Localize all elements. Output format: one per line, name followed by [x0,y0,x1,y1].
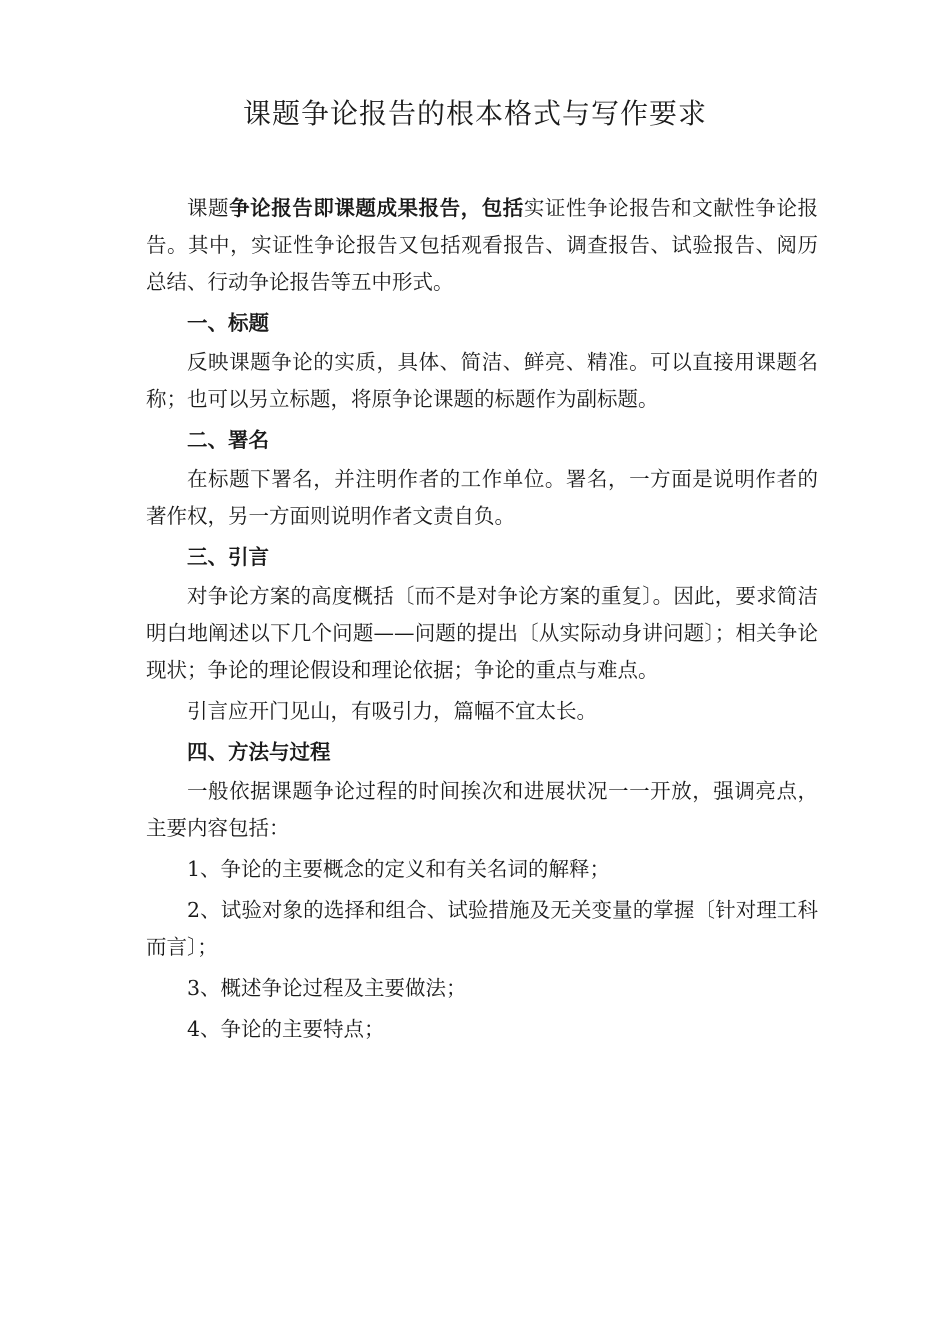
method-list-item-1: 1、争论的主要概念的定义和有关名词的解释； [187,857,611,881]
section-heading-method: 四、方法与过程 [187,740,331,764]
section-heading-title: 一、标题 [187,311,269,335]
method-list-item-3: 3、概述争论过程及主要做法； [187,976,467,1000]
intro-text-end: 实证性争论报告和文献性争论报告。其中，实证性争论报告又包括观看报告、调查报告、试验报告、阅历总结、行动争论报告等五中形式。 [146,196,819,294]
section-introduction-paragraph-2: 引言应开门见山，有吸引力，篇幅不宜太长。 [187,699,597,723]
section-heading-signature: 二、署名 [187,428,269,452]
method-list-item-2: 2、试验对象的选择和组合、试验措施及无关变量的掌握〔针对理工科而言〕； [146,898,818,959]
document-body [146,190,818,1052]
section-heading-introduction: 三、引言 [187,545,269,569]
section-introduction-paragraph-1: 对争论方案的高度概括〔而不是对争论方案的重复〕。因此，要求简洁明白地阐述以下几个问题——问题的提出〔从实际动身讲问题〕；相关争论现状；争论的理论假设和理论依据；争论的重点与难点。 [146,584,818,682]
intro-paragraph [146,190,818,301]
intro-text-start: 课题 [187,196,230,220]
section-method-paragraph: 一般依据课题争论过程的时间挨次和进展状况一一开放，强调亮点，主要内容包括： [146,779,818,840]
section-signature-paragraph: 在标题下署名，并注明作者的工作单位。署名，一方面是说明作者的著作权，另一方面则说明作者文责自负。 [146,467,818,528]
document-title: 课题争论报告的根本格式与写作要求 [242,97,707,130]
method-list-item-4: 4、争论的主要特点； [187,1017,385,1041]
intro-bold-text: 争论报告即课题成果报告，包括 [229,196,524,220]
section-title-paragraph: 反映课题争论的实质，具体、简洁、鲜亮、精准。可以直接用课题名称；也可以另立标题，将原争论课题的标题作为副标题。 [146,350,818,411]
